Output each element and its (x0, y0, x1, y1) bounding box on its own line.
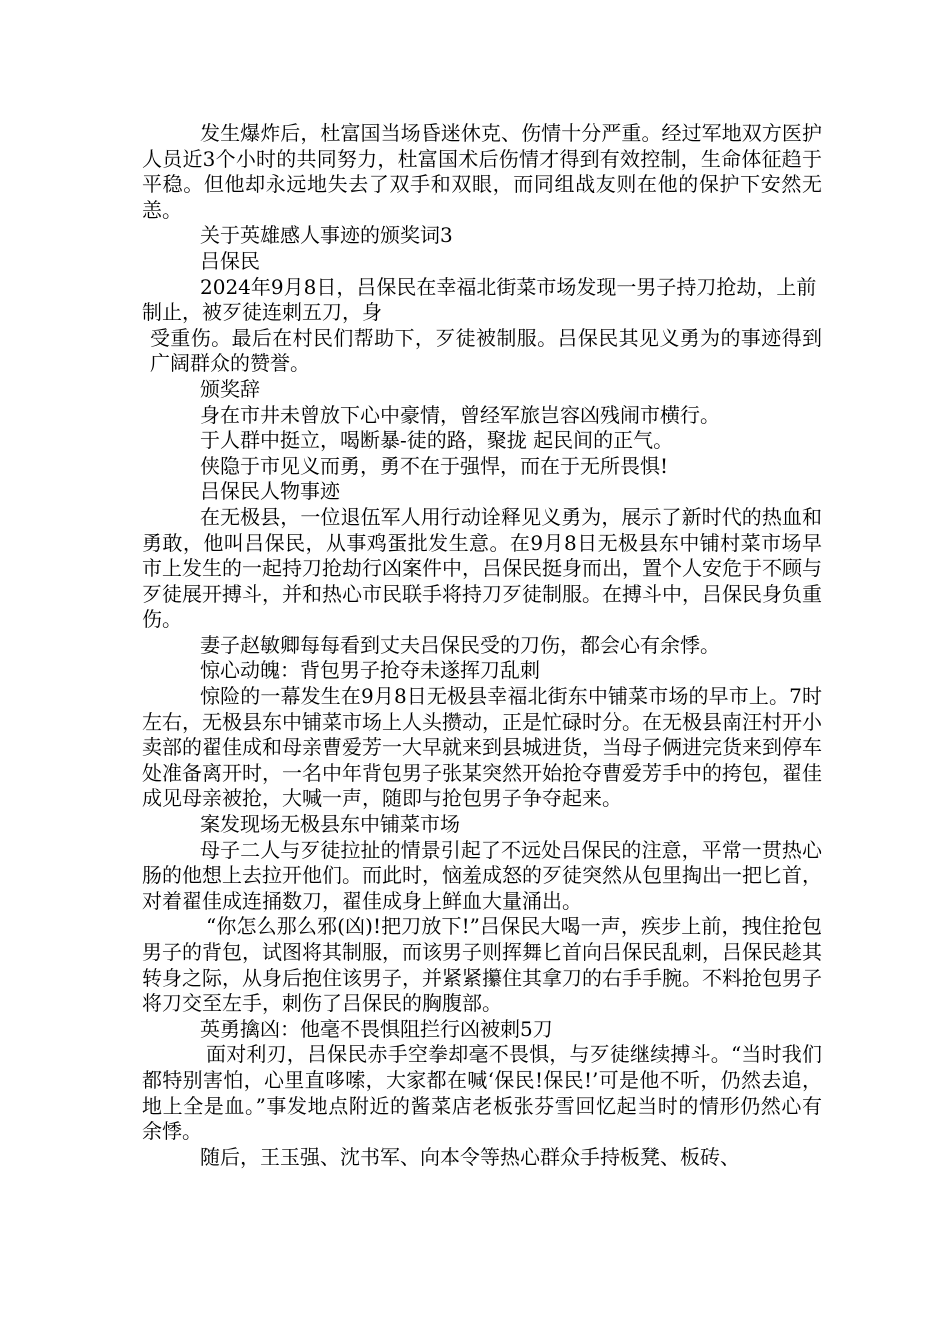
subheading-thrilling: 惊心动魄：背包男子抢夺未遂挥刀乱刺 (200, 658, 540, 683)
paragraph-shout: “你怎么那么邪(凶)!把刀放下!”吕保民大喝一声，疾步上前，拽住抢包男子的背包，试图将其制服，而该男子则挥舞匕首向吕保民乱刺，吕保民趁其转身之际，从身后抱住该男子，并紧紧攥住其拿刀的右手手腕。不料抢包男子将刀交至左手，刺伤了吕保民的胸腹部。 (142, 914, 822, 1016)
deeds-heading: 吕保民人物事迹 (200, 479, 340, 504)
person-name-heading: 吕保民 (200, 248, 260, 273)
paragraph-veteran-deeds: 在无极县，一位退伍军人用行动诠释见义勇为，展示了新时代的热血和勇敢，他叫吕保民，从事鸡蛋批发生意。在9月8日无极县东中铺村菜市场早市上发生的一起持刀抢劫行凶案件中，吕保民挺身而出，置个人安危于不顾与歹徒展开搏斗，并和热心市民联手将持刀歹徒制服。在搏斗中，吕保民身负重伤。 (142, 504, 822, 632)
paragraph-wife: 妻子赵敏卿每每看到丈夫吕保民受的刀伤，都会心有余悸。 (200, 632, 720, 657)
paragraph-incident-summary: 2024年9月8日，吕保民在幸福北街菜市场发现一男子持刀抢劫，上前制止，被歹徒连刺五刀，身 (142, 274, 817, 325)
award-speech-heading: 颁奖辞 (200, 376, 260, 401)
paragraph-crowd-help: 随后，王玉强、沈书军、向本令等热心群众手持板凳、板砖、 (200, 1144, 740, 1169)
paragraph-struggle: 母子二人与歹徒拉扯的情景引起了不远处吕保民的注意，平常一贯热心肠的他想上去拉开他们。而此时，恼羞成怒的歹徒突然从包里掏出一把匕首，对着翟佳成连捅数刀，翟佳成身上鲜血大量涌出。 (142, 837, 822, 913)
award-speech-line-2: 于人群中挺立，喝断暴-徒的路，聚拢 起民间的正气。 (200, 428, 674, 453)
award-speech-line-1: 身在市井未曾放下心中豪情，曾经军旅岂容凶残闹市横行。 (200, 402, 720, 427)
subheading-brave-capture: 英勇擒凶：他毫不畏惧阻拦行凶被刺5刀 (200, 1016, 553, 1041)
award-speech-line-3: 侠隐于市见义而勇，勇不在于强悍，而在于无所畏惧! (200, 453, 669, 478)
paragraph-explosion: 发生爆炸后，杜富国当场昏迷休克、伤情十分严重。经过军地双方医护人员近3个小时的共同努力，杜富国术后伤情才得到有效控制，生命体征趋于平稳。但他却永远地失去了双手和双眼，而同组战友则在他的保护下安然无恙。 (142, 121, 822, 222)
paragraph-incident-summary-continued: 受重伤。最后在村民们帮助下，歹徒被制服。吕保民其见义勇为的事迹得到广阔群众的赞誉。 (150, 325, 822, 376)
paragraph-witness: 面对利刃，吕保民赤手空拳却毫不畏惧，与歹徒继续搏斗。“当时我们都特别害怕，心里直哆嗦，大家都在喊‘保民!保民!’可是他不听，仍然去追，地上全是血。”事发地点附近的酱菜店老板张芬雪回忆起当时的情形仍然心有余悸。 (142, 1042, 822, 1144)
document-page (142, 121, 822, 1170)
section-heading-award-speech-3: 关于英雄感人事迹的颁奖词3 (200, 223, 453, 248)
paragraph-market-scene: 惊险的一幕发生在9月8日无极县幸福北街东中铺菜市场的早市上。7时左右，无极县东中铺菜市场上人头攒动，正是忙碌时分。在无极县南汪村开小卖部的翟佳成和母亲曹爱芳一大早就来到县城进货，当母子俩进完货来到停车处准备离开时，一名中年背包男子张某突然开始抢夺曹爱芳手中的挎包，翟佳成见母亲被抢，大喊一声，随即与抢包男子争夺起来。 (142, 684, 822, 811)
caption-crime-scene: 案发现场无极县东中铺菜市场 (200, 812, 460, 837)
